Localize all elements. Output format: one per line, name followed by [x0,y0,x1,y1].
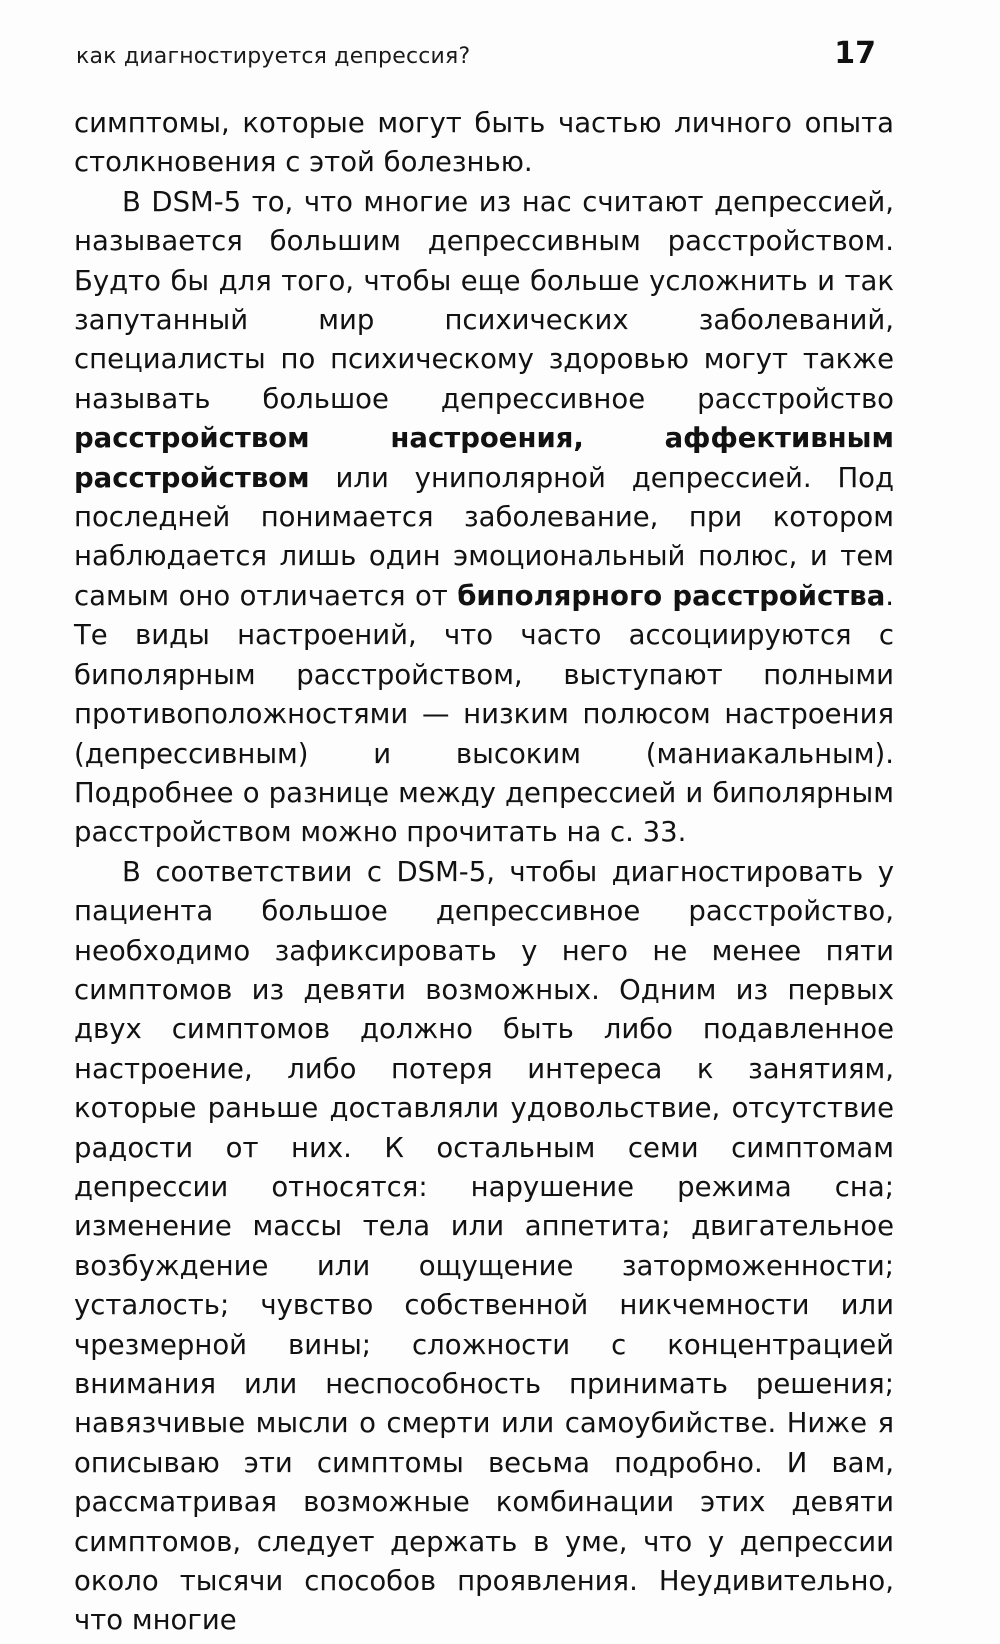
paragraph-text: симптомы, которые могут быть частью личного опыта столкновения с этой болезнью. [74,107,894,179]
paragraph-2 [74,183,894,853]
paragraph-text: или униполярной депрессией. Под последней понимается заболевание, при котором наблюдается лишь один эмоциональный полюс, и тем самым оно отличается от [74,461,894,612]
page-number: 17 [834,36,876,71]
paragraph-3 [74,853,894,1641]
paragraph-text: В DSM-5 то, что многие из нас считают депрессией, называется большим депрессивным расстройством. Будто бы для того, чтобы еще больше усложнить и так запутанный мир психических заболеваний, специалисты по психическому здоровью могут также называть большое депрессивное расстройство [74,185,894,415]
body-text [74,104,894,1641]
bold-term: расстройством настроения, аффективным расстройством [74,422,894,494]
paragraph-text: . Те виды настроений, что часто ассоциируются с биполярным расстройством, выступают полными противоположностями — низким полюсом настроения (депрессивным) и высоким (маниакальным). Подробнее о разнице между депрессией и биполярным расстройством можно прочитать на с. 33. [74,579,895,849]
running-head: как диагностируется депрессия? [76,44,471,69]
bold-term: биполярного расстройства [457,579,886,612]
paragraph-text: В соответствии с DSM-5, чтобы диагностировать у пациента большое депрессивное расстройство, необходимо зафиксировать у него не менее пяти симптомов из девяти возможных. Одним из первых двух симптомов должно быть либо подавленное настроение, либо потеря интереса к занятиям, которые раньше доставляли удовольствие, отсутствие радости от них. К остальным семи симптомам депрессии относятся: нарушение режима сна; изменение массы тела или аппетита; двигательное возбуждение или ощущение заторможенности; усталость; чувство собственной никчемности или чрезмерной вины; сложности с концентрацией внимания или неспособность принимать решения; навязчивые мысли о смерти или самоубийстве. Ниже я описываю эти симптомы весьма подробно. И вам, рассматривая возможные комбинации этих девяти симптомов, следует держать в уме, что у депрессии около тысячи способов проявления. Неудивительно, что многие [74,855,894,1637]
paragraph-1 [74,104,894,183]
